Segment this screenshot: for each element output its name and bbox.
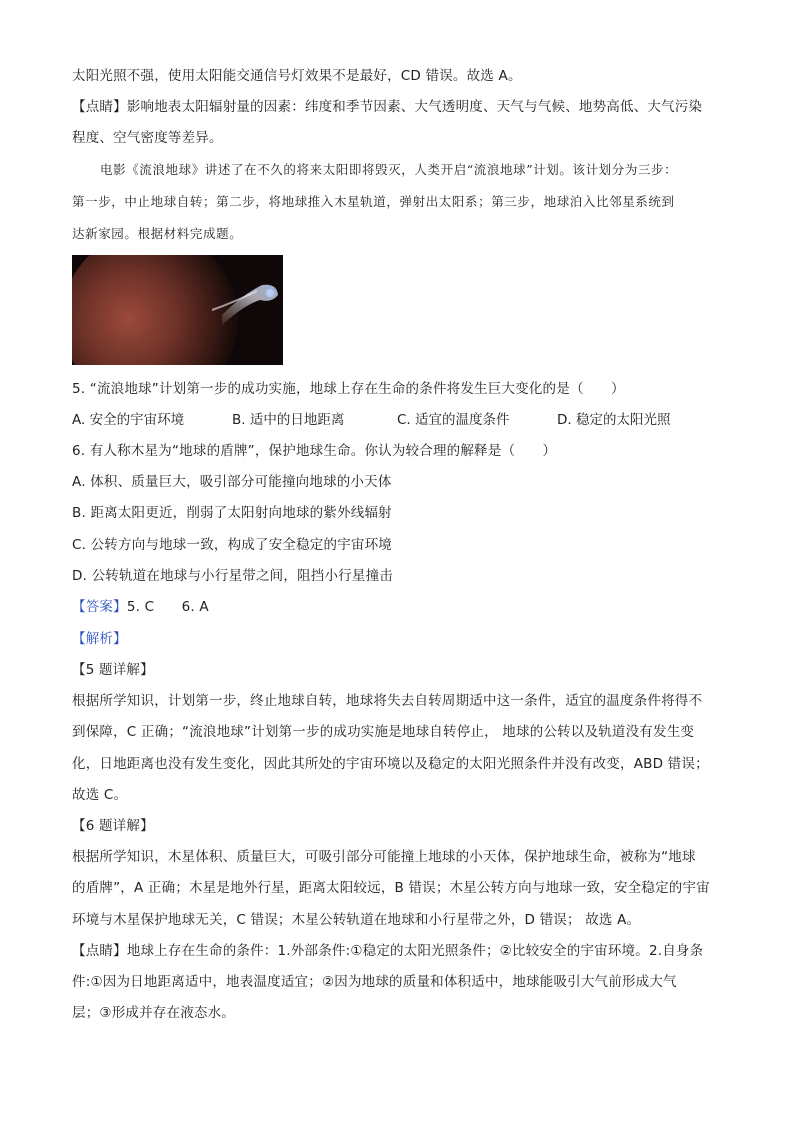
- detail-5-line: 化，日地距离也没有发生变化，因此其所处的宇宙环境以及稳定的太阳光照条件并没有改变，ABD 错误；: [72, 756, 709, 772]
- tip-line: 层；③形成并存在液态水。: [72, 1005, 236, 1021]
- q6-option-c: C. 公转方向与地球一致，构成了安全稳定的宇宙环境: [72, 537, 393, 553]
- tip-line: 件:①因为日地距离适中，地表温度适宜；②因为地球的质量和体积适中，地球能吸引大气前形成大气: [72, 974, 677, 990]
- detail-6-line: 环境与木星保护地球无关，C 错误；木星公转轨道在地球和小行星带之外，D 错误； 故选 A。: [72, 912, 641, 928]
- detail-6-line: 的盾牌”，A 正确；木星是地外行星，距离太阳较远，B 错误；木星公转方向与地球一致，安全稳定的宇宙: [72, 880, 710, 896]
- material-line: 电影《流浪地球》讲述了在不久的将来太阳即将毁灭，人类开启“流浪地球”计划。该计划分为三步：: [100, 162, 678, 177]
- tip-text: 地球上存在生命的条件：1.外部条件:①稳定的太阳光照条件；②比较安全的宇宙环境。2.自身条: [126, 943, 704, 959]
- tip-text: 影响地表太阳辐射量的因素：纬度和季节因素、大气透明度、天气与气候、地势高低、大气污染: [126, 99, 703, 115]
- q6-option-b: B. 距离太阳更近，削弱了太阳射向地球的紫外线辐射: [72, 505, 392, 521]
- earth-jupiter-image: [72, 255, 283, 365]
- detail-6-line: 根据所学知识，木星体积、质量巨大，可吸引部分可能撞上地球的小天体，保护地球生命，被称为“地球: [72, 849, 696, 865]
- detail-5-line: 根据所学知识，计划第一步，终止地球自转，地球将失去自转周期适中这一条件，适宜的温度条件将得不: [72, 693, 703, 709]
- q5-option-b: B. 适中的日地距离: [232, 412, 345, 428]
- q6-option-a: A. 体积、质量巨大，吸引部分可能撞向地球的小天体: [72, 474, 392, 490]
- tip-tag: 【点睛】: [72, 943, 127, 959]
- planet-illustration: [72, 255, 283, 365]
- question-6: 6. 有人称木星为“地球的盾牌”，保护地球生命。你认为较合理的解释是（ ）: [72, 443, 557, 459]
- detail-6-tag: 【6 题详解】: [72, 818, 154, 834]
- analysis-tag: 【解析】: [72, 631, 127, 647]
- tip-paragraph: [72, 97, 702, 117]
- detail-5-line: 故选 C。: [72, 787, 128, 803]
- material-line: 第一步，中止地球自转；第二步，将地球推入木星轨道，弹射出太阳系；第三步，地球泊入比邻星系统到: [72, 194, 675, 209]
- answer-text: 5. C 6. A: [126, 599, 209, 615]
- q5-option-a: A. 安全的宇宙环境: [72, 412, 185, 428]
- q5-option-d: D. 稳定的太阳光照: [557, 412, 671, 428]
- material-line: 达新家园。根据材料完成题。: [72, 226, 243, 241]
- q5-option-c: C. 适宜的温度条件: [397, 412, 510, 428]
- answer-tag: 【答案】: [72, 599, 127, 615]
- answer-line: [72, 597, 209, 617]
- detail-5-tag: 【5 题详解】: [72, 662, 154, 678]
- tip-paragraph-2: [72, 941, 703, 961]
- detail-5-line: 到保障，C 正确；“流浪地球”计划第一步的成功实施是地球自转停止， 地球的公转以及轨道没有发生变: [72, 724, 695, 740]
- tip-tag: 【点睛】: [72, 99, 127, 115]
- question-5: 5. “流浪地球”计划第一步的成功实施，地球上存在生命的条件将发生巨大变化的是（ ）: [72, 381, 625, 397]
- q6-option-d: D. 公转轨道在地球与小行星带之间，阻挡小行星撞击: [72, 568, 393, 584]
- text-line: 太阳光照不强，使用太阳能交通信号灯效果不是最好，CD 错误。故选 A。: [72, 68, 522, 84]
- text-line: 程度、空气密度等差异。: [72, 130, 223, 146]
